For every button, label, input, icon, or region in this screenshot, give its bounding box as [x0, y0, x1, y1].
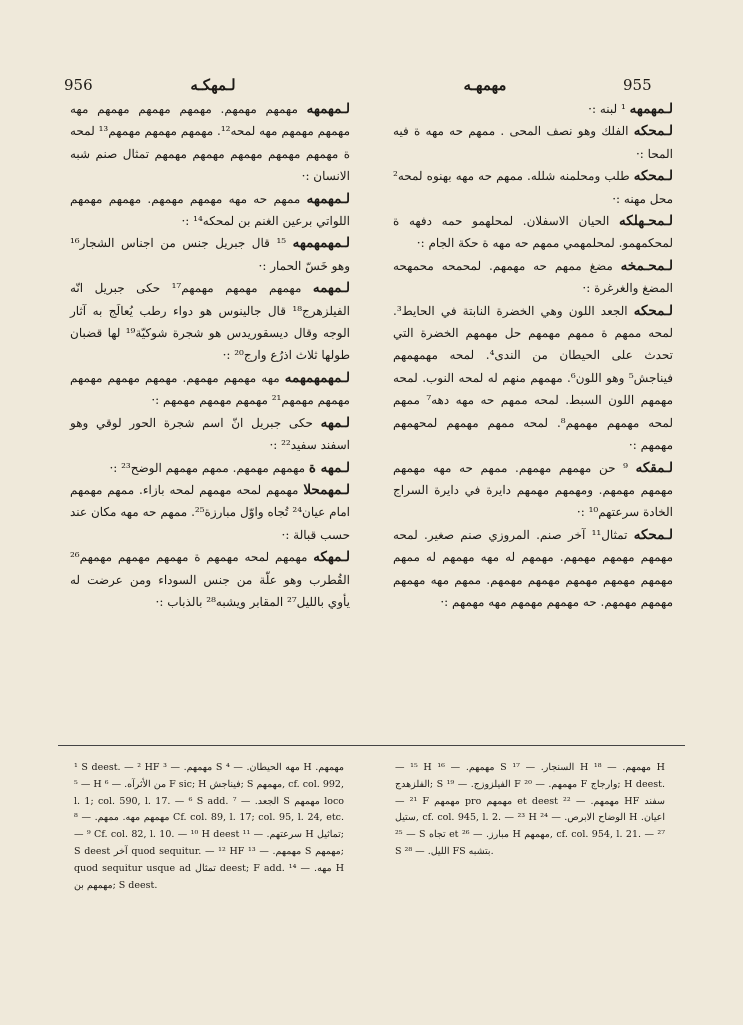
footnote-divider — [58, 745, 685, 746]
dictionary-entry — [393, 165, 673, 210]
entry-definition: مهمهم مهمهم. مهمهم مهمهم مهمهم مهه مهمهم مهمهم مهه لمحه¹². مهمهم مهمهم مهمهم¹³ لمحه ة مهمهم مهمهم مهمهم مهمهم مهمهم تمثال صنم شبه الانسان :· — [70, 102, 350, 184]
entry-definition: مهمهم مهمهم. ممهم مهمهم الوضح²³ :· — [109, 460, 306, 475]
entry-definition: الحيان الاسفلان. لمحلهمو حمه دفهه ة لمحكمهمو. لمحلمهمي ممهم حه مهه ة حكة الجام :· — [393, 214, 673, 251]
entry-headword: لـمحكه — [633, 526, 673, 543]
entry-headword: لـمحـهلكه — [619, 213, 673, 230]
entry-headword: لـمقكه — [635, 459, 673, 476]
entry-definition: حكى جبريل انّ اسم شجرة الحور لوقي وهو اسفند سفيد²² :· — [70, 415, 350, 453]
entry-definition: الفلك وهو نصف المحى . ممهم حه مهه ة فيه المحا :· — [393, 124, 673, 161]
left-text-column — [70, 98, 350, 613]
left-running-head: لـمهكـه — [190, 76, 236, 94]
right-running-head: مهمهـه — [463, 76, 507, 94]
entry-headword: لـمحكه — [633, 123, 673, 140]
entry-headword: لـمهمحلا — [303, 481, 350, 498]
entry-definition: مضغ ممهم حه مهمهم. لمحمحه محمهحه المضغ والغرغرة :· — [393, 258, 673, 296]
dictionary-entry — [70, 232, 350, 277]
dictionary-entry — [393, 255, 673, 300]
dictionary-entry — [70, 277, 350, 367]
entry-headword: لـمهمهه — [306, 101, 350, 117]
entry-headword: لـمهه ة — [308, 459, 350, 476]
right-page-number: 955 — [623, 76, 652, 94]
entry-headword: لـمهمهمهه — [292, 235, 350, 252]
dictionary-entry — [393, 120, 673, 165]
footnotes-left: ¹ S deest. — ² HF مهمهم. — ³ S مهه الحيطان. — ⁴ H مهمهم. — ⁵ H من الأثرآه. — ⁶ F sic; H فيناجش; S مهمهم, cf. col. 992, l. 1; col. 590, l. 17. — ⁶ S add. الجعد. — ⁷ S مهمهم loco مهمهم مهه. ممهم. — ⁸ Cf. col. 89, l. 17; col. 95, l. 24, etc. — ⁹ Cf. col. 82, l. 10. — ¹⁰ H deest سرعتهم. — ¹¹ H تماثيل; S deest آخر quod sequitur. — ¹² HF مهمهم. — ¹³ S مهمهم; quod sequitur usque ad تمثال deest; F add. مهه. — ¹⁴ H مهمهم بن; S deest. — [74, 762, 345, 891]
entry-definition: مهمهم لمحه مهمهم لمحه بازاء. ممهم مهمهم امام عيان²⁴ تُجاه واوّل مبارزة²⁵. ممهم حه مهه مكان عند حسب قبالة :· — [70, 482, 350, 542]
dictionary-entry — [70, 479, 350, 546]
entry-headword: لـمهمه — [312, 280, 350, 297]
dictionary-entry — [393, 524, 673, 614]
entry-headword: لـمهه — [320, 414, 350, 431]
entry-headword: لـمحـمخه — [620, 257, 673, 274]
entry-headword: لـمهكه — [313, 549, 350, 566]
entry-definition: مهه مهمهم مهمهم. مهمهم مهمهم مهمهم مهمهم مهمهم²¹ مهمهم مهمهم مهمهم :· — [70, 370, 350, 408]
dictionary-entry — [393, 210, 673, 255]
entry-definition: طلب ومحلمنه شلله. ممهم حه مهه بهنوه لمحه² محل مهنه :· — [393, 169, 673, 206]
footnotes-right: — ¹⁵ H مهمهم. — ¹⁶ S السنجار. — ¹⁷ H مهمهم. — ¹⁸ H الفلزهدج; S الفيلزوزج. — ¹⁹ F مهمهم. — ²⁰ F وارجاج; H deest. — ²¹ F مهمهم pro مهمهم et deest مهمهم. — ²² HF سفند ستيل, cf. col. 945, l. 2. — ²³ H الوضاح الابرص. — ²⁴ H اعيان. — ²⁵ S تجاه et مبارز. — ²⁶ H مهمهم, cf. col. 954, l. 21. — ²⁷ S الليل. — ²⁸ FS بتشبه. — [395, 762, 666, 857]
dictionary-entry — [393, 457, 673, 524]
entry-definition: ممهم حه مهه مهمهم مهمهم. مهمهم مهمهم اللواتي برعين الغنم بن لمحكه¹⁴ :· — [70, 191, 350, 229]
dictionary-entry — [70, 188, 350, 233]
entry-definition: ¹ لبنه :· — [588, 102, 626, 116]
dictionary-entry — [393, 300, 673, 457]
left-page-number: 956 — [64, 76, 93, 94]
dictionary-entry — [70, 546, 350, 613]
entry-definition: مهمهم مهمهم مهمهم¹⁷ حكى جبريل انّه الفيلزهرج¹⁸ قال جالينوس هو دواء رطب يُعالَج به آثار الوجه وقال ديسقوريدس هو شجرة شوكيّة¹⁹ لها قضبان طولها ثلاث اذرُع وارج²⁰ :· — [70, 281, 350, 363]
dictionary-entry — [70, 98, 350, 188]
dictionary-entry — [70, 367, 350, 412]
dictionary-entry — [393, 98, 673, 120]
entry-headword: لـمهمهه — [629, 101, 673, 117]
entry-definition: مهمهم لمحه مهمهم ة مهمهم مهمهم مهمهم²⁶ القُطرب وهو علّة من جنس السوداء ومن عرضت له يأوي بالليل²⁷ المقابر ويشبه²⁸ بالذباب :· — [70, 550, 350, 609]
entry-headword: لـمحكه — [633, 168, 673, 185]
entry-headword: لـمهمهمهمه — [284, 369, 350, 386]
dictionary-entry — [70, 412, 350, 457]
entry-definition: ⁹ حن مهمهم مهمهم. ممهم حه مهه مهمهم مهمهم مهمهم. ومهمهم مهمهم دايرة في دايرة السراج الخادة سرعتهم¹⁰ :· — [393, 460, 673, 520]
entry-definition: الجعد اللون وهي الخضرة النابتة في الحايط³. لمحه ممهم ة ممهم مهمهم حل مهمهم الخضرة التي تحدث على الحيطان من الندى⁴. لمحه مهمهمهم فيناجش⁵ وهو اللون⁶. مهمهم منهم له لمحه النوب. لمحه مهمهم اللون السبط. لمحه ممهم حه مهه دهه⁷ ممهم لمحه مهمهم مهمهم⁸. لمحه ممهم مهمهم لمحهمهم مهمهم :· — [393, 303, 674, 453]
entry-headword: لـمحكه — [633, 302, 673, 319]
entry-definition: تمثال¹¹ آخر صنم. المروزي صنم صغير. لمحه مهمهم مهمهم مهمهم. مهمهم له مهه مهمهم له ممهم مهمهم مهمهم مهمهم مهمهم مهمهم. ممهم مهه مهمهم مهمهم مهمهم. حه مهمهم مهمهم مهه مهمهم :· — [393, 527, 673, 609]
entry-definition: ¹⁵ قال جبريل جنس من اجناس الشجار¹⁶ وهو خَسّ الحمار :· — [70, 236, 350, 273]
right-text-column — [393, 98, 673, 613]
entry-headword: لـمهمهه — [306, 190, 350, 207]
dictionary-entry — [70, 457, 350, 479]
